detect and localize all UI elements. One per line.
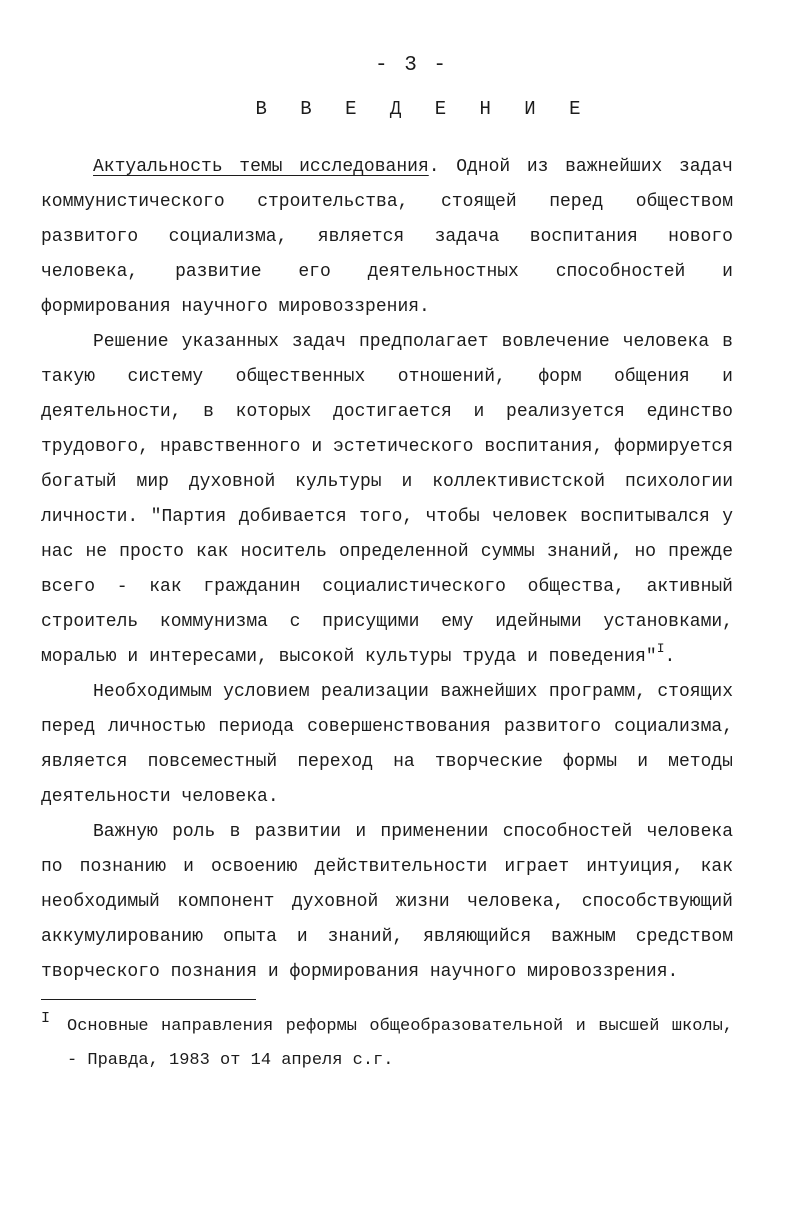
paragraph-intuition: Важную роль в развитии и применении способностей человека по познанию и освоению действительности играет интуиция, как необходимый компонент духовной жизни человека, способствующий аккумулированию опыта и знаний, являющийся важным средством творческого познания и формирования научного мировоззрения.	[41, 822, 733, 982]
footnote-reference[interactable]: I	[656, 641, 665, 656]
section-heading: В В Е Д Е Н И Е	[255, 98, 592, 120]
relevance-lead: Актуальность темы исследования	[93, 157, 429, 177]
relevance-text: . Одной из важнейших задач коммунистического строительства, стоящей перед обществом развитого социализма, является задача воспитания нового человека, развитие его деятельностных способностей и формирования научного мировоззрения.	[41, 157, 733, 317]
paragraph-relevance	[41, 150, 733, 325]
paragraph-solution	[41, 325, 733, 675]
page-number: - 3 -	[374, 54, 448, 77]
solution-text: Решение указанных задач предполагает вовлечение человека в такую систему общественных отношений, форм общения и деятельности, в которых достигается и реализуется единство трудового, нравственного и эстетического воспитания, формируется богатый мир духовной культуры и коллективистской психологии личности. "Партия добивается того, чтобы человек воспитывался у нас не просто как носитель определенной суммы знаний, но прежде всего - как гражданин социалистического общества, активный строитель коммунизма с присущими ему идейными установками, моралью и интересами, высокой культуры труда и поведения"	[41, 332, 733, 667]
footnote-text: Основные направления реформы общеобразовательной и высшей школы, - Правда, 1983 от 14 апреля с.г.	[67, 1017, 733, 1070]
footnote-mark: I	[41, 1010, 51, 1027]
solution-end: .	[664, 647, 676, 667]
paragraph-condition: Необходимым условием реализации важнейших программ, стоящих перед личностью периода совершенствования развитого социализма, является повсеместный переход на творческие формы и методы деятельности человека.	[41, 682, 733, 807]
footnote	[41, 1010, 733, 1078]
body-text	[41, 150, 733, 990]
footnote-divider	[41, 999, 256, 1000]
